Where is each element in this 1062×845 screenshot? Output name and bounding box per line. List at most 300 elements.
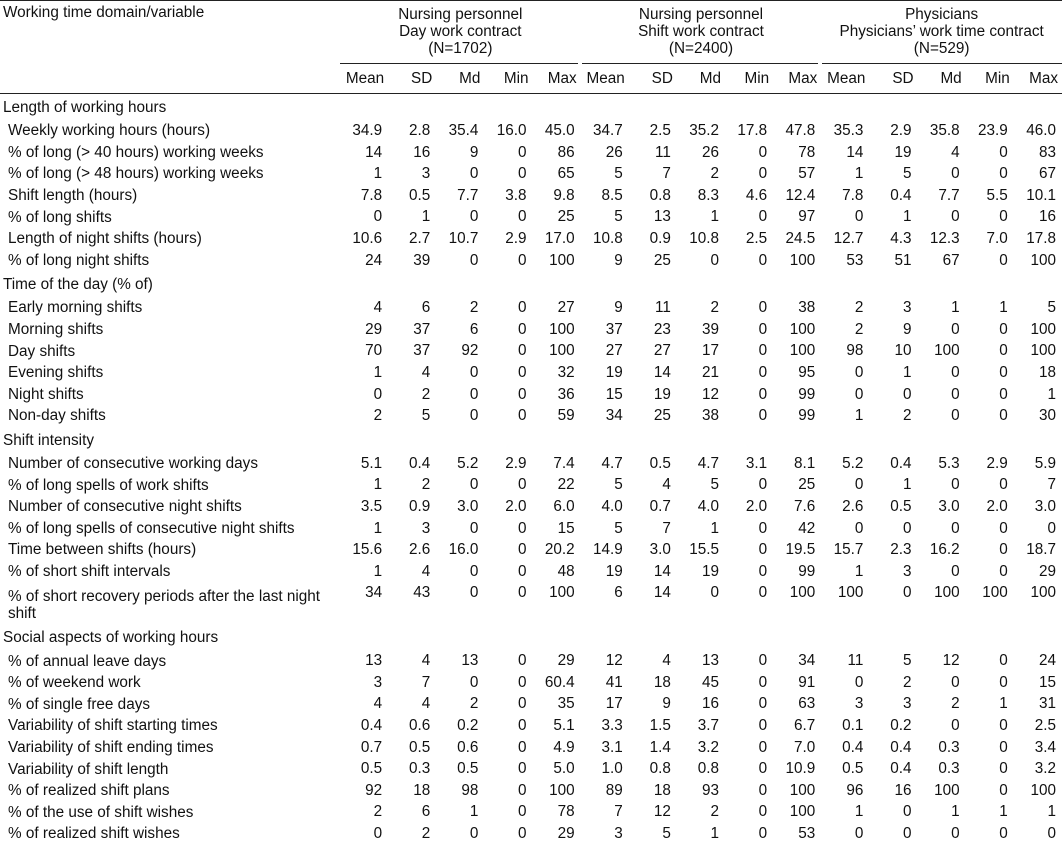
table-cell: 0: [951, 562, 960, 580]
stat-header-row: [0, 65, 1062, 94]
table-cell: 34.9: [352, 122, 383, 139]
table-cell: 3: [614, 825, 623, 843]
table-cell: 10.1: [1026, 186, 1056, 204]
table-cell: 0: [758, 385, 768, 403]
table-cell: 5: [662, 825, 671, 843]
table-cell: 0: [999, 320, 1008, 338]
table-cell: 5.2: [457, 454, 479, 472]
table-cell: 100: [789, 320, 816, 338]
table-cell: 7.7: [938, 186, 960, 204]
table-cell: 4: [421, 562, 431, 580]
table-cell: 17.0: [544, 229, 575, 247]
table-cell: 100: [789, 342, 816, 360]
table-cell: 0: [999, 407, 1008, 425]
table-cell: 1: [854, 562, 864, 580]
table-cell: 31: [1038, 695, 1056, 713]
table-cell: 16.2: [929, 541, 960, 559]
table-cell: 0.8: [697, 760, 720, 778]
stat-header-max: Max: [773, 65, 821, 94]
table-cell: 22: [557, 476, 575, 494]
table-cell: 0.6: [408, 717, 431, 735]
table-cell: 9: [614, 251, 623, 269]
table-cell: 27: [605, 342, 623, 360]
table-cell: 0: [469, 407, 479, 425]
stat-header-min: Min: [966, 65, 1014, 94]
table-cell: 12: [942, 652, 960, 670]
table-cell: 13: [653, 208, 671, 226]
stat-header-sd: SD: [869, 65, 917, 94]
table-cell: 0: [951, 825, 960, 843]
table-cell: 20.2: [544, 541, 575, 559]
table-cell: 70: [365, 342, 383, 360]
stat-header-max: Max: [1014, 65, 1062, 94]
table-cell: 10.8: [689, 229, 720, 247]
table-cell: 5.1: [360, 454, 383, 472]
table-cell: 0: [469, 562, 479, 580]
table-cell: 0: [758, 652, 768, 670]
table-cell: 0: [517, 673, 527, 691]
table-cell: 0: [758, 363, 768, 381]
table-cell: 0: [903, 825, 912, 843]
table-cell: 26: [702, 143, 720, 161]
table-row: [0, 693, 1062, 715]
table-cell: 0: [951, 385, 960, 403]
table-cell: 2: [469, 695, 479, 713]
table-cell: 34: [605, 407, 623, 425]
table-cell: 10: [894, 342, 912, 360]
table-cell: 1: [999, 299, 1008, 317]
table-cell: 1: [469, 803, 479, 821]
table-cell: 18: [653, 781, 671, 799]
table-cell: 2: [903, 673, 912, 691]
table-cell: 11: [847, 652, 864, 670]
table-cell: 0.5: [408, 738, 431, 756]
table-cell: 0: [999, 143, 1008, 161]
table-cell: 25: [557, 208, 575, 226]
section-title: Length of working hours: [3, 99, 167, 116]
table-cell: 100: [789, 584, 816, 602]
label-column-header: Working time domain/variable: [3, 4, 205, 21]
table-cell: 3: [903, 299, 912, 317]
table-cell: 2.8: [408, 122, 431, 139]
table-cell: 0: [758, 584, 768, 602]
table-cell: 0: [999, 781, 1008, 799]
table-row: [0, 228, 1062, 250]
table-cell: 0: [854, 673, 864, 691]
table-cell: 2: [421, 476, 431, 494]
table-cell: 98: [846, 342, 864, 360]
table-cell: 3.5: [360, 497, 383, 515]
table-cell: 0: [903, 519, 912, 537]
table-cell: 3.7: [697, 717, 720, 735]
table-cell: 29: [557, 825, 575, 843]
table-cell: 17: [605, 695, 623, 713]
table-cell: 4: [373, 695, 383, 713]
table-cell: 12.7: [833, 229, 864, 247]
table-cell: 37: [413, 342, 431, 360]
table-row: [0, 650, 1062, 672]
table-cell: 27: [557, 299, 575, 317]
table-cell: 5.2: [842, 454, 864, 472]
table-cell: 7.6: [794, 497, 816, 515]
row-label: Number of consecutive night shifts: [8, 498, 242, 516]
table-cell: 2: [421, 385, 431, 403]
row-label: % of long spells of work shifts: [8, 476, 209, 494]
table-cell: 21: [702, 363, 720, 381]
table-cell: 15.6: [352, 541, 383, 559]
row-label: Early morning shifts: [8, 299, 143, 317]
table-cell: 14: [365, 143, 383, 161]
table-cell: 18: [653, 673, 671, 691]
row-label: % of realized shift wishes: [8, 825, 180, 843]
table-cell: 4.6: [745, 186, 768, 204]
table-cell: 45: [702, 673, 720, 691]
table-cell: 11: [655, 299, 671, 317]
table-cell: 0: [854, 825, 864, 843]
table-cell: 99: [798, 407, 816, 425]
table-cell: 0.3: [938, 738, 960, 756]
table-cell: 8.3: [697, 186, 720, 204]
table-cell: 1: [903, 208, 912, 226]
row-label: Weekly working hours (hours): [8, 122, 211, 140]
table-cell: 67: [942, 251, 960, 269]
stat-header-mean: Mean: [581, 65, 629, 94]
table-cell: 0: [854, 385, 864, 403]
row-label: Day shifts: [8, 342, 76, 360]
table-cell: 8.5: [601, 186, 623, 204]
table-cell: 10.6: [352, 229, 383, 247]
table-cell: 3.2: [1034, 760, 1056, 778]
table-cell: 0: [951, 717, 960, 735]
table-cell: 9: [469, 143, 479, 161]
table-cell: 3: [903, 562, 912, 580]
row-label: Variability of shift starting times: [8, 717, 218, 735]
table-cell: 0: [758, 673, 768, 691]
table-cell: 5: [614, 208, 623, 226]
table-cell: 3: [373, 673, 383, 691]
table-cell: 0: [903, 584, 912, 602]
table-cell: 3.1: [601, 738, 623, 756]
table-cell: 23.9: [978, 122, 1008, 139]
table-cell: 7.8: [360, 186, 383, 204]
table-cell: 16.0: [496, 122, 527, 139]
table-cell: 0: [1047, 825, 1056, 843]
group-header-nursing-shift: [581, 0, 822, 65]
group-contract: Shift work contract: [638, 23, 764, 40]
stat-header-min: Min: [725, 65, 773, 94]
row-label: % of short shift intervals: [8, 562, 171, 580]
table-cell: 0: [999, 165, 1008, 183]
stat-header-md: Md: [677, 65, 725, 94]
stat-header-min: Min: [484, 65, 532, 94]
row-label: Time between shifts (hours): [8, 541, 197, 559]
table-cell: 14: [846, 143, 864, 161]
table-cell: 78: [557, 803, 575, 821]
table-cell: 7.4: [553, 454, 575, 472]
table-cell: 26: [605, 143, 623, 161]
table-cell: 0.7: [360, 738, 383, 756]
table-cell: 2.9: [505, 454, 527, 472]
table-cell: 91: [798, 673, 816, 691]
table-cell: 95: [798, 363, 816, 381]
table-cell: 1: [1047, 803, 1056, 821]
table-cell: 0.7: [649, 497, 671, 515]
table-cell: 0: [469, 825, 479, 843]
table-cell: 0: [758, 299, 768, 317]
table-cell: 15: [557, 519, 575, 537]
row-label: Number of consecutive working days: [8, 455, 258, 473]
table-cell: 0: [854, 476, 864, 494]
table-cell: 0: [758, 760, 768, 778]
table-cell: 19.5: [785, 541, 816, 559]
table-cell: 92: [461, 342, 479, 360]
table-cell: 5: [614, 476, 623, 494]
table-cell: 0: [903, 803, 912, 821]
table-cell: 0: [517, 584, 527, 602]
table-cell: 7: [662, 519, 671, 537]
table-cell: 19: [605, 363, 623, 381]
table-row: [0, 737, 1062, 759]
table-cell: 0: [373, 825, 383, 843]
table-cell: 57: [798, 165, 816, 183]
table-cell: 99: [798, 562, 816, 580]
table-cell: 1.4: [649, 738, 671, 756]
table-cell: 100: [549, 342, 575, 360]
table-cell: 17.8: [1026, 229, 1056, 247]
table-cell: 30: [1038, 407, 1056, 425]
table-row: [0, 539, 1062, 561]
table-row: [0, 561, 1062, 583]
table-cell: 0.5: [408, 186, 431, 204]
table-cell: 9: [662, 695, 671, 713]
table-row: [0, 758, 1062, 780]
table-cell: 100: [789, 251, 816, 269]
table-cell: 35.8: [929, 122, 960, 139]
table-cell: 16.0: [448, 541, 479, 559]
table-cell: 83: [1038, 143, 1056, 161]
table-cell: 0: [758, 143, 768, 161]
table-cell: 2.7: [408, 229, 431, 247]
section-title: Shift intensity: [3, 431, 94, 449]
table-cell: 34.7: [592, 122, 623, 139]
row-label: % of single free days: [8, 695, 150, 713]
table-cell: 5.9: [1034, 454, 1056, 472]
table-cell: 13: [702, 652, 720, 670]
table-cell: 0: [517, 695, 527, 713]
table-cell: 0: [517, 363, 527, 381]
table-cell: 0: [517, 652, 527, 670]
section-title: Social aspects of working hours: [3, 629, 219, 647]
table-cell: 36: [557, 385, 575, 403]
table-cell: 0: [999, 825, 1008, 843]
table-cell: 3.8: [505, 186, 527, 204]
table-cell: 0: [999, 363, 1008, 381]
table-header: [0, 0, 1062, 94]
table-cell: 100: [549, 251, 575, 269]
table-cell: 2: [854, 320, 864, 338]
table-cell: 35.4: [448, 122, 479, 139]
table-cell: 3.2: [697, 738, 720, 756]
section-header-row: [0, 94, 1062, 121]
table-cell: 11: [655, 143, 671, 161]
table-cell: 0: [999, 385, 1008, 403]
table-row: [0, 405, 1062, 427]
table-cell: 0: [469, 584, 479, 602]
row-label: % of long (> 40 hours) working weeks: [8, 143, 264, 161]
table-cell: 0: [758, 208, 768, 226]
table-cell: 0.6: [457, 738, 479, 756]
table-cell: 7.7: [457, 186, 479, 204]
table-cell: 0: [758, 519, 768, 537]
table-cell: 45.0: [544, 122, 575, 139]
table-cell: 0.5: [360, 760, 383, 778]
table-cell: 1: [373, 562, 383, 580]
table-row: [0, 185, 1062, 207]
table-cell: 0: [517, 251, 527, 269]
table-cell: 32: [557, 363, 575, 381]
table-cell: 2.0: [745, 497, 768, 515]
table-cell: 2: [710, 299, 720, 317]
table-cell: 5: [903, 165, 912, 183]
table-cell: 46.0: [1026, 122, 1056, 139]
row-label: Morning shifts: [8, 321, 104, 339]
group-n: (N=529): [913, 40, 970, 57]
table-cell: 0: [758, 320, 768, 338]
table-cell: 100: [934, 342, 960, 360]
table-row: [0, 319, 1062, 341]
table-cell: 0: [710, 584, 720, 602]
table-cell: 100: [1030, 251, 1056, 269]
table-row: [0, 120, 1062, 142]
table-cell: 34: [798, 652, 816, 670]
table-cell: 3: [854, 695, 864, 713]
table-cell: 100: [549, 584, 575, 602]
table-cell: 89: [605, 781, 623, 799]
table-cell: 12: [702, 385, 720, 403]
table-cell: 5: [614, 519, 623, 537]
table-cell: 38: [798, 299, 816, 317]
table-cell: 10.7: [448, 229, 479, 247]
table-cell: 0.5: [842, 760, 864, 778]
table-cell: 98: [461, 781, 479, 799]
table-cell: 0: [469, 363, 479, 381]
table-cell: 0: [951, 673, 960, 691]
table-cell: 14.9: [592, 541, 623, 559]
table-cell: 29: [557, 652, 575, 670]
table-row: [0, 474, 1062, 496]
table-cell: 12: [605, 652, 623, 670]
group-n: (N=2400): [668, 40, 734, 57]
table-cell: 0: [903, 385, 912, 403]
table-row: [0, 206, 1062, 228]
table-cell: 13: [461, 652, 479, 670]
table-cell: 67: [1038, 165, 1056, 183]
table-cell: 2: [469, 299, 479, 317]
table-cell: 100: [1030, 584, 1056, 602]
table-cell: 0.9: [649, 229, 671, 247]
table-cell: 4: [421, 695, 431, 713]
table-cell: 42: [798, 519, 816, 537]
table-cell: 0: [758, 695, 768, 713]
table-cell: 0: [758, 407, 768, 425]
table-cell: 17.8: [737, 122, 768, 139]
table-cell: 37: [605, 320, 623, 338]
table-cell: 3.4: [1034, 738, 1056, 756]
table-cell: 4: [662, 652, 671, 670]
table-cell: 19: [653, 385, 671, 403]
table-cell: 3: [903, 695, 912, 713]
table-cell: 0: [758, 803, 768, 821]
table-cell: 0: [517, 738, 527, 756]
table-cell: 2.9: [986, 454, 1008, 472]
table-cell: 53: [846, 251, 864, 269]
table-cell: 6: [421, 299, 431, 317]
table-cell: 0: [951, 320, 960, 338]
table-cell: 100: [1030, 320, 1056, 338]
table-cell: 19: [894, 143, 912, 161]
table-cell: 2.9: [505, 229, 527, 247]
table-cell: 41: [605, 673, 623, 691]
table-cell: 0: [517, 825, 527, 843]
section-title: Time of the day (% of): [3, 276, 153, 294]
table-cell: 3.1: [745, 454, 768, 472]
table-cell: 0.2: [457, 717, 479, 735]
table-cell: 0: [758, 165, 768, 183]
table-cell: 0: [758, 717, 768, 735]
table-cell: 0: [517, 562, 527, 580]
table-cell: 5.5: [986, 186, 1008, 204]
table-row: [0, 384, 1062, 406]
row-label: Shift length (hours): [8, 187, 138, 205]
table-cell: 65: [557, 165, 575, 183]
table-cell: 0: [517, 760, 527, 778]
table-cell: 0: [1047, 519, 1056, 537]
stat-header-sd: SD: [629, 65, 677, 94]
table-cell: 1: [999, 803, 1008, 821]
group-title: Nursing personnel: [398, 6, 523, 23]
stat-header-max: Max: [533, 65, 581, 94]
table-cell: 1: [373, 165, 383, 183]
table-cell: 0: [999, 652, 1008, 670]
table-cell: 63: [798, 695, 816, 713]
table-cell: 2: [854, 299, 864, 317]
table-cell: 0: [951, 363, 960, 381]
table-cell: 29: [365, 320, 383, 338]
table-cell: 0: [373, 208, 383, 226]
table-cell: 0: [951, 165, 960, 183]
stat-header-mean: Mean: [340, 65, 388, 94]
table-cell: 0: [469, 385, 479, 403]
table-cell: 5.0: [553, 760, 575, 778]
table-cell: 12: [653, 803, 671, 821]
table-cell: 1: [710, 208, 720, 226]
table-cell: 3.0: [1034, 497, 1056, 515]
table-cell: 7: [614, 803, 623, 821]
table-cell: 15.5: [689, 541, 720, 559]
table-cell: 3: [421, 165, 431, 183]
table-cell: 0: [758, 541, 768, 559]
table-cell: 2: [710, 803, 720, 821]
row-label: Night shifts: [8, 385, 84, 403]
group-contract: Day work contract: [399, 23, 522, 40]
table-cell: 0: [758, 562, 768, 580]
table-cell: 86: [557, 143, 575, 161]
table-cell: 0: [758, 342, 768, 360]
table-cell: 0: [517, 476, 527, 494]
table-cell: 4: [421, 652, 431, 670]
table-cell: 39: [413, 251, 431, 269]
table-cell: 0: [758, 781, 768, 799]
